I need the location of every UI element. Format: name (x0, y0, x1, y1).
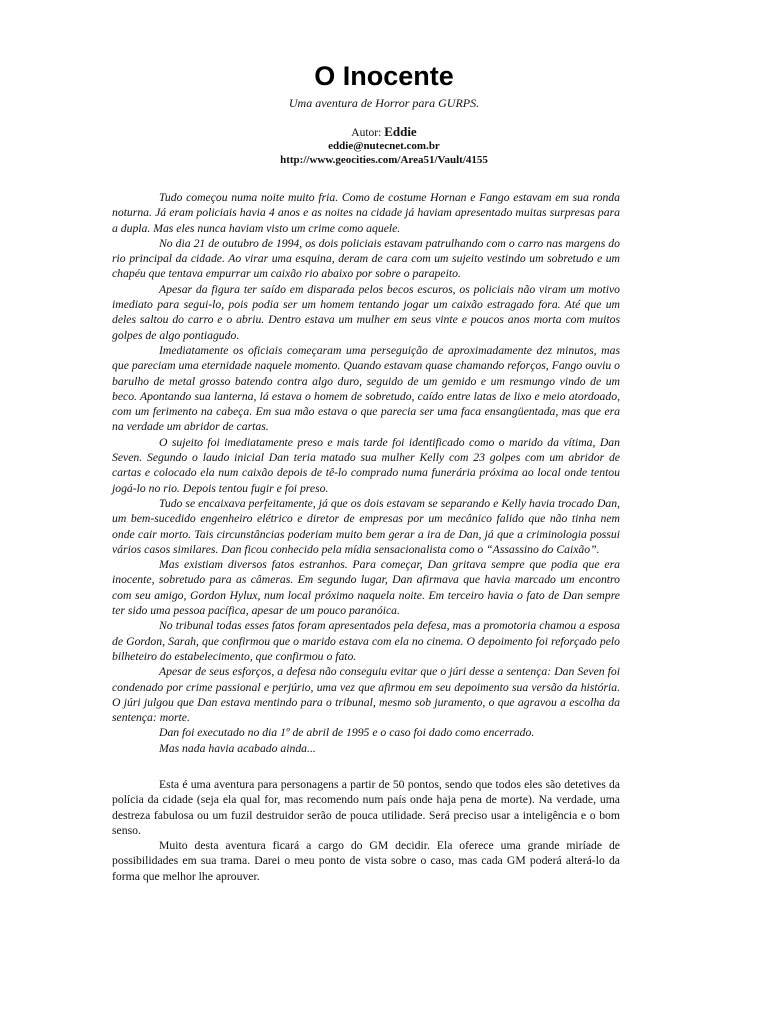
story-paragraph: Tudo se encaixava perfeitamente, já que os dois estavam se separando e Kelly havia trocado Dan, um bem-sucedido engenheiro elétrico e diretor de empresas por um mecânico falido que não tinha nem onde cair morto. Tais circunstâncias poderiam muito bem gerar a ira de Dan, já que a criminologia possui vários casos similares. Dan ficou conhecido pela mídia sensacionalista como o “Assassino do Caixão”. (112, 496, 620, 556)
document-title: O Inocente (314, 61, 454, 91)
story-paragraph: No dia 21 de outubro de 1994, os dois policiais estavam patrulhando com o carro nas margens do rio principal da cidade. Ao virar uma esquina, deram de cara com um sujeito vestindo um sobretudo e um chapéu que tentava empurrar um caixão rio abaixo por sobre o parapeito. (112, 236, 620, 281)
intro-paragraph: Esta é uma aventura para personagens a partir de 50 pontos, sendo que todos eles são detetives da polícia da cidade (seja ela qual for, mas recomendo num país onde haja pena de morte). Na verdade, uma destreza fabulosa ou um fuzil destruidor serão de pouca utilidade. Será preciso usar a inteligência e o bom senso. (112, 778, 620, 837)
story-paragraph: Apesar da figura ter saído em disparada pelos becos escuros, os policiais não viram um motivo imediato para segui-lo, pois podia ser um homem tentando jogar um caixão estragado fora. Até que um deles saltou do carro e o abriu. Dentro estava um mulher em seus vinte e poucos anos morta com muitos golpes de algo pontiagudo. (112, 282, 620, 342)
author-name: Eddie (384, 124, 417, 139)
story-paragraph: Apesar de seus esforços, a defesa não conseguiu evitar que o júri desse a sentença: Dan Seven foi condenado por crime passional e perjúrio, uma vez que afirmou em seu depoimento sua versão da história. O júri julgou que Dan estava mentindo para o tribunal, mesmo sob juramento, o que agravou a escolha da sentença: morte. (112, 665, 620, 725)
author-label: Autor: (351, 127, 382, 139)
document-subtitle: Uma aventura de Horror para GURPS. (288, 96, 480, 110)
intro-section (112, 777, 620, 884)
author-email: eddie@nutecnet.com.br (328, 140, 440, 152)
story-paragraph: Mas existiam diversos fatos estranhos. Para começar, Dan gritava sempre que podia que era inocente, sobretudo para as câmeras. Em segundo lugar, Dan afirmava que havia marcado um encontro com seu amigo, Gordon Hylux, num local próximo naquela noite. Em terceiro havia o fato de Dan sempre ter sido uma pessoa pacífica, apesar de um pouco paranóica. (112, 558, 620, 618)
intro-paragraph: Muito desta aventura ficará a cargo do GM decidir. Ela oferece uma grande miríade de possibilidades em sua trama. Darei o meu ponto de vista sobre o caso, mas cada GM poderá alterá-lo da forma que melhor lhe aprouver. (112, 839, 620, 883)
story-paragraph: O sujeito foi imediatamente preso e mais tarde foi identificado como o marido da vítima, Dan Seven. Segundo o laudo inicial Dan teria matado sua mulher Kelly com 23 golpes com um abridor de cartas e colocado ela num caixão depois de tê-lo comprado numa funerária próxima ao local onde tentou jogá-lo no rio. Depois tentou fugir e foi preso. (112, 435, 620, 495)
author-url: http://www.geocities.com/Area51/Vault/4155 (280, 154, 488, 166)
story-paragraph: No tribunal todas esses fatos foram apresentados pela defesa, mas a promotoria chamou a esposa de Gordon, Sarah, que confirmou que o marido estava com ela no cinema. O depoimento foi reforçado pelo bilheteiro do estabelecimento, que confirmou o fato. (112, 619, 620, 663)
story-paragraph: Imediatamente os oficiais começaram uma perseguição de aproximadamente dez minutos, mas que pareciam uma eternidade naquele momento. Quando estavam quase chamando reforços, Fango ouviu o barulho de metal grosso batendo contra algo duro, seguido de um gemido e um resmungo vindo de um beco. Apontando sua lanterna, lá estava o homem de sobretudo, caído entre latas de lixo e meio atordoado, com um ferimento na cabeça. Em sua mão estava o que parecia ser uma faca ensangüentada, mas que era na verdade um abridor de cartas. (112, 343, 620, 434)
story-paragraph: Dan foi executado no dia 1º de abril de 1995 e o caso foi dado como encerrado. (159, 726, 535, 740)
story-paragraph: Mas nada havia acabado ainda... (159, 741, 316, 755)
story-paragraph: Tudo começou numa noite muito fria. Como de costume Hornan e Fango estavam em sua ronda noturna. Já eram policiais havia 4 anos e as noites na cidade já haviam apresentado muitas surpresas para a dupla. Mas eles nunca haviam visto um crime como aquele. (112, 191, 620, 235)
story-section (112, 190, 620, 756)
